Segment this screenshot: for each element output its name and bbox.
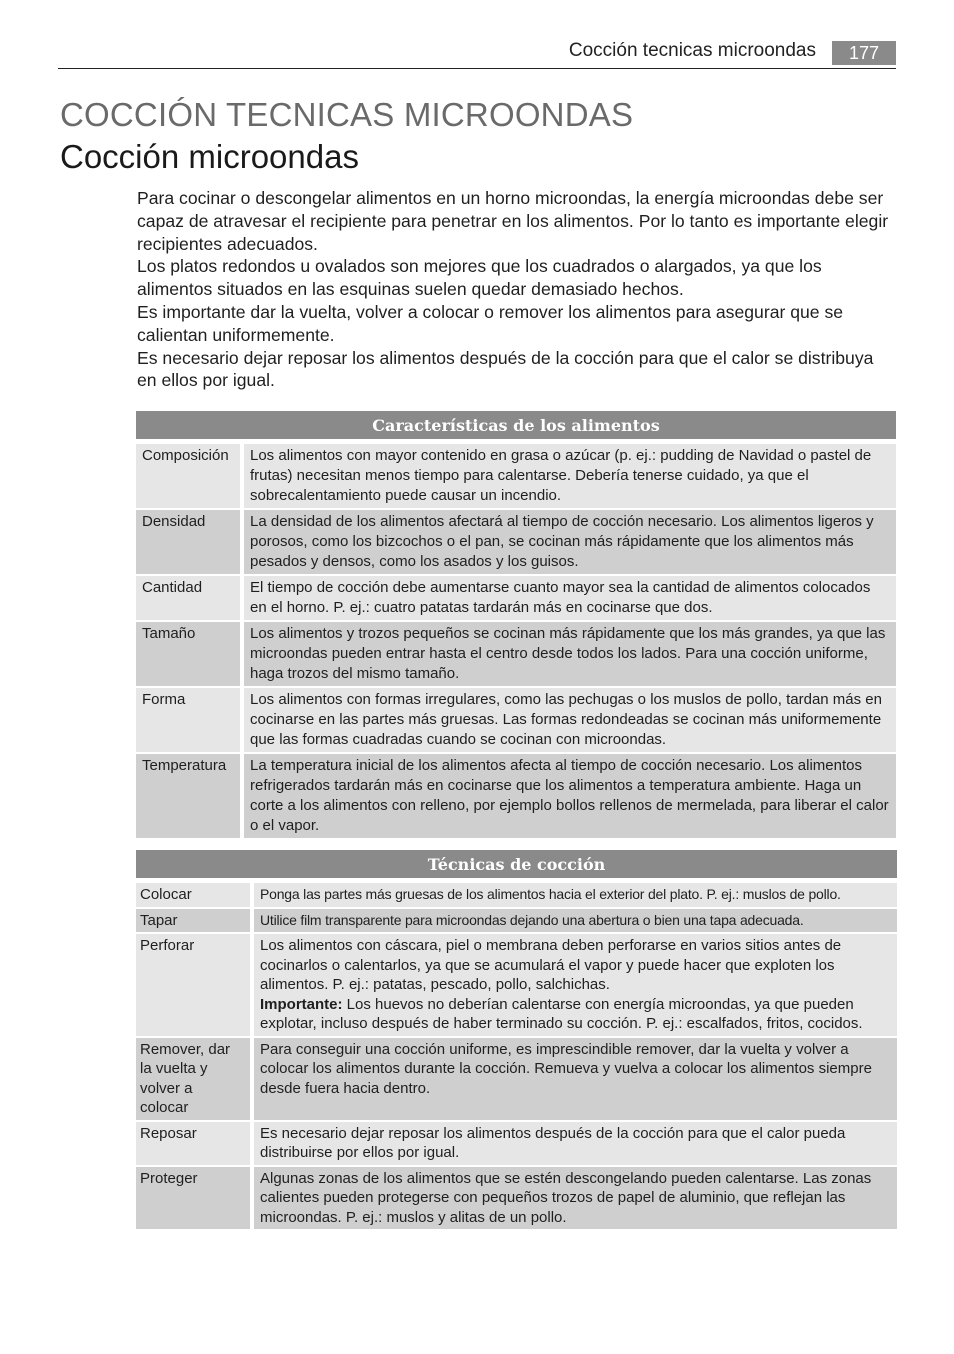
row-label: Tamaño [136,622,244,688]
intro-text [137,187,897,392]
row-text: La temperatura inicial de los alimentos afecta al tiempo de cocción necesario. Los alimentos refrigerados tardarán más en cocinarse que los alimentos a temperatura ambiente. Haga un corte a los alimentos con relleno, por ejemplo bollos rellenos de mermelada, para liberar el calor o el vapor. [244,754,896,840]
row-text: Utilice film transparente para microondas dejando una abertura o bien una tapa adecuada. [254,909,897,935]
table-row [136,1167,897,1232]
row-label: Tapar [136,909,254,935]
table-row [136,1122,897,1167]
table-row [136,1038,897,1122]
row-label: Forma [136,688,244,754]
important-text: Los huevos no deberían calentarse con energía microondas, ya que pueden explotar, incluso después de haber terminado su cocción. P. ej.: escalfados, fritos, cocidos. [260,995,863,1032]
intro-paragraph: Los platos redondos u ovalados son mejores que los cuadrados o alargados, ya que los alimentos situados en las esquinas suelen quedar demasiado hechos. [137,256,822,300]
important-label: Importante: [260,995,343,1013]
table-row [136,934,897,1038]
row-text: Algunas zonas de los alimentos que se estén descongelando pueden calentarse. Las zonas calientes pueden protegerse con pequeños trozos de papel de aluminio, que reflejan las microondas. P. ej.: muslos y alitas de un pollo. [254,1167,897,1232]
row-text-main: Los alimentos con cáscara, piel o membrana deben perforarse en varios sitios antes de cocinarlos o calentarlos, ya que se acumulará el vapor y puede hacer que exploten los alimentos. P. ej.: patatas, pescado, pollo, salchichas. [260,937,842,993]
food-characteristics-table [136,411,896,840]
table-title: Técnicas de cocción [136,850,897,878]
intro-paragraph: Es importante dar la vuelta, volver a colocar o remover los alimentos para asegurar que se calientan uniformemente. [137,301,844,345]
row-text: Es necesario dejar reposar los alimentos después de la cocción para que el calor pueda distribuirse por ellos por igual. [254,1122,897,1167]
table-row [136,622,896,688]
row-text: Ponga las partes más gruesas de los alimentos hacia el exterior del plato. P. ej.: muslos de pollo. [254,883,897,909]
row-label: Proteger [136,1167,254,1232]
table-row [136,510,896,576]
table-title: Características de los alimentos [136,411,896,439]
row-label: Remover, dar la vuelta y volver a colocar [136,1038,254,1122]
row-label: Cantidad [136,576,244,622]
table-row [136,754,896,840]
row-label: Perforar [136,934,254,1038]
row-text: Para conseguir una cocción uniforme, es imprescindible remover, dar la vuelta y volver a colocar los alimentos durante la cocción. Remueva y vuelva a colocar los alimentos siempre desde fuera hacia dentro. [254,1038,897,1122]
row-label: Reposar [136,1122,254,1167]
row-text: El tiempo de cocción debe aumentarse cuanto mayor sea la cantidad de alimentos colocados en el horno. P. ej.: cuatro patatas tardarán más en cocinarse que dos. [244,576,896,622]
table-row [136,883,897,909]
row-label: Densidad [136,510,244,576]
section-title: COCCIÓN TECNICAS MICROONDAS [60,96,634,133]
cooking-techniques-table [136,850,897,1231]
table-row [136,909,897,935]
intro-paragraph: Para cocinar o descongelar alimentos en un horno microondas, la energía microondas debe ser capaz de atravesar el recipiente para penetrar en los alimentos. Por lo tanto es importante elegir recipientes adecuados. [137,188,889,254]
row-text: Los alimentos con formas irregulares, como las pechugas o los muslos de pollo, tardan más en cocinarse en las partes más gruesas. Las formas redondeadas se cocinan más uniformemente que las formas cuadradas cuando se cocinan con microondas. [244,688,896,754]
table-row [136,688,896,754]
running-title: Cocción tecnicas microondas [568,40,816,61]
row-label: Temperatura [136,754,244,840]
table-row [136,576,896,622]
intro-paragraph: Es necesario dejar reposar los alimentos después de la cocción para que el calor se distribuya en ellos por igual. [137,347,874,391]
table-row [136,444,896,510]
row-text: La densidad de los alimentos afectará al tiempo de cocción necesario. Los alimentos ligeros y porosos, como los bizcochos o el pan, se cocinan más rápidamente que los alimentos más pesados y densos, como los asados y los guisos. [244,510,896,576]
row-text [254,934,897,1038]
row-text: Los alimentos con mayor contenido en grasa o azúcar (p. ej.: pudding de Navidad o pastel de frutas) necesitan menos tiempo para calentarse. Debería tenerse cuidado, ya que el sobrecalentamiento puede causar un incendio. [244,444,896,510]
row-label: Composición [136,444,244,510]
row-text: Los alimentos y trozos pequeños se cocinan más rápidamente que los más grandes, ya que las microondas pueden entrar hasta el centro desde todos los lados. Para una cocción uniforme, haga trozos del mismo tamaño. [244,622,896,688]
page-title: Cocción microondas [60,138,359,175]
running-header [58,38,896,69]
row-label: Colocar [136,883,254,909]
page-number: 177 [832,41,896,65]
